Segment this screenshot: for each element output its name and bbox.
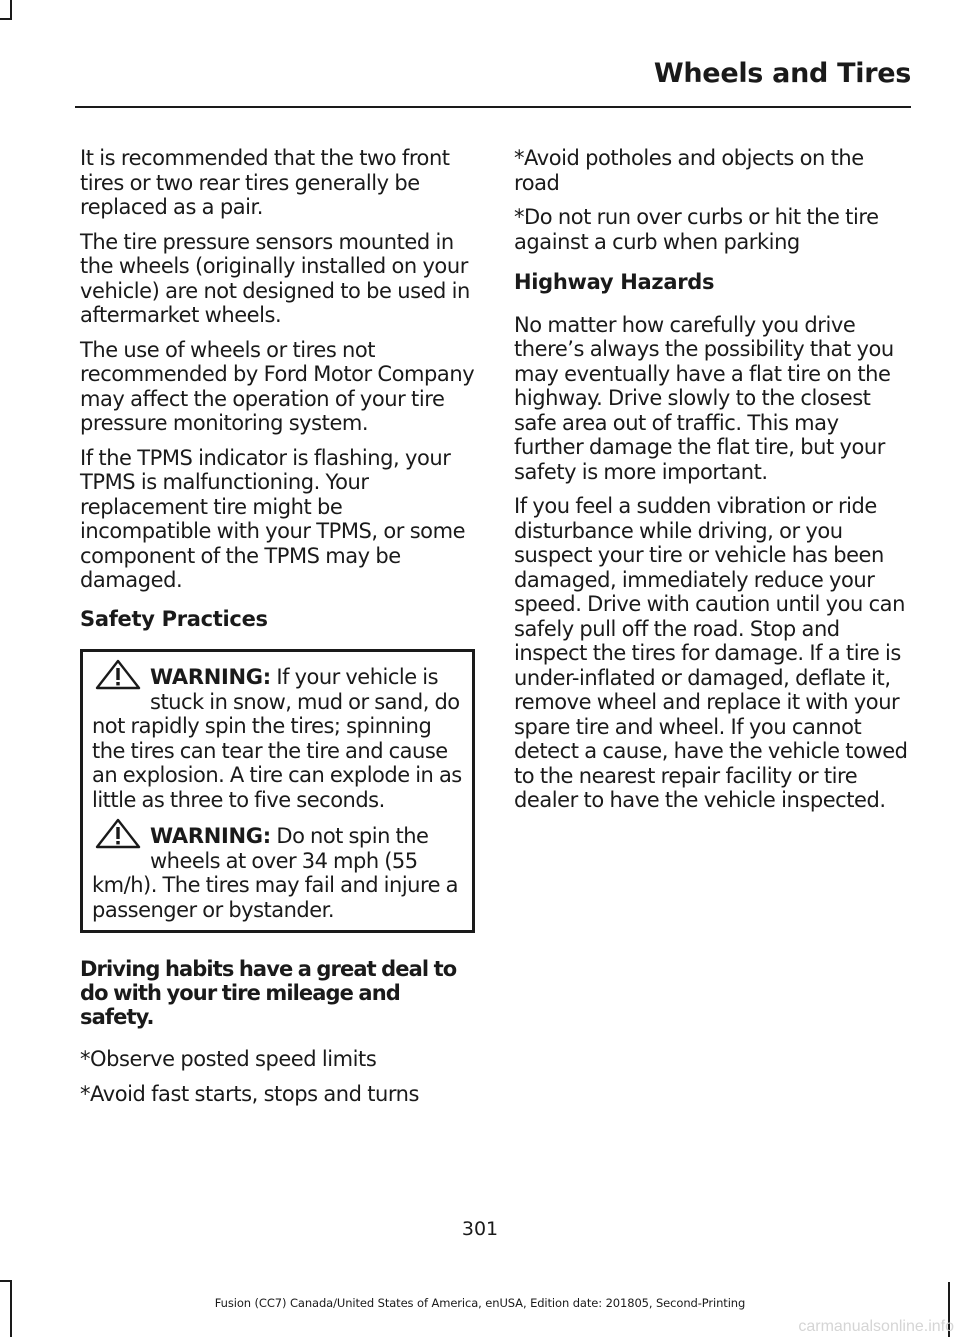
page-number: 301 <box>461 1218 499 1240</box>
left-column <box>80 146 475 1116</box>
warning-triangle-icon <box>92 818 144 850</box>
heading-driving-habits: Driving habits have a great deal to do with your tire mileage and safety. <box>80 957 457 1029</box>
crop-mark-top-left <box>10 0 12 20</box>
watermark: carmanualsonline.info <box>798 1318 954 1335</box>
warning-spin-speed <box>92 824 467 922</box>
header-rule <box>75 106 911 108</box>
crop-mark-bottom-left-h <box>0 1280 12 1282</box>
paragraph-tpms-sensors: The tire pressure sensors mounted in the wheels (originally installed on your vehicle) are not designed to be used in aftermarket wheels. <box>80 229 470 327</box>
warning-text: If your vehicle is stuck in snow, mud or sand, do not rapidly spin the tires; spinning the tires can tear the tire and cause an explosion. A tire can explode in as little as three to five seconds. <box>92 665 462 812</box>
warning-box <box>80 649 475 933</box>
warning-triangle-icon <box>92 659 144 691</box>
page-header-title: Wheels and Tires <box>653 58 911 89</box>
tip-speed-limits: *Observe posted speed limits <box>80 1047 377 1071</box>
warning-label: WARNING: <box>150 824 271 848</box>
paragraph-vibration: If you feel a sudden vibration or ride disturbance while driving, or you suspect your tire or vehicle has been damaged, immediately reduce your speed. Drive with caution until you can safely pull off the road. Stop and inspect the tires for damage. If a tire is under-inflated or damaged, deflate it, remove wheel and replace it with your spare tire and wheel. If you cannot detect a cause, have the vehicle towed to the nearest repair facility or tire dealer to have the vehicle inspected. <box>514 494 908 812</box>
paragraph-flat-tire: No matter how carefully you drive there’s always the possibility that you may eventually have a flat tire on the highway. Drive slowly to the closest safe area out of traffic. This may further damage the flat tire, but your safety is more important. <box>514 312 894 484</box>
warning-stuck-vehicle <box>92 665 467 812</box>
warning-label: WARNING: <box>150 665 271 689</box>
paragraph-tpms-flashing: If the TPMS indicator is flashing, your TPMS is malfunctioning. Your replacement tire might be incompatible with your TPMS, or some component of the TPMS may be damaged. <box>80 445 466 592</box>
warning-text: Do not spin the wheels at over 34 mph (55 km/h). The tires may fail and injure a passenger or bystander. <box>92 824 458 922</box>
paragraph-non-recommended-wheels: The use of wheels or tires not recommended by Ford Motor Company may affect the operation of your tire pressure monitoring system. <box>80 337 475 435</box>
heading-safety-practices: Safety Practices <box>80 606 268 631</box>
tip-curbs: *Do not run over curbs or hit the tire against a curb when parking <box>514 205 879 254</box>
footer-edition-info: Fusion (CC7) Canada/United States of America, enUSA, Edition date: 201805, Second-Printing <box>214 1296 746 1310</box>
paragraph-replace-pair: It is recommended that the two front tires or two rear tires generally be replaced as a pair. <box>80 146 450 219</box>
heading-highway-hazards: Highway Hazards <box>514 270 715 294</box>
tip-potholes: *Avoid potholes and objects on the road <box>514 146 864 195</box>
right-column <box>514 146 910 823</box>
crop-mark-top-left-h <box>0 18 12 20</box>
tip-fast-starts: *Avoid fast starts, stops and turns <box>80 1081 420 1106</box>
